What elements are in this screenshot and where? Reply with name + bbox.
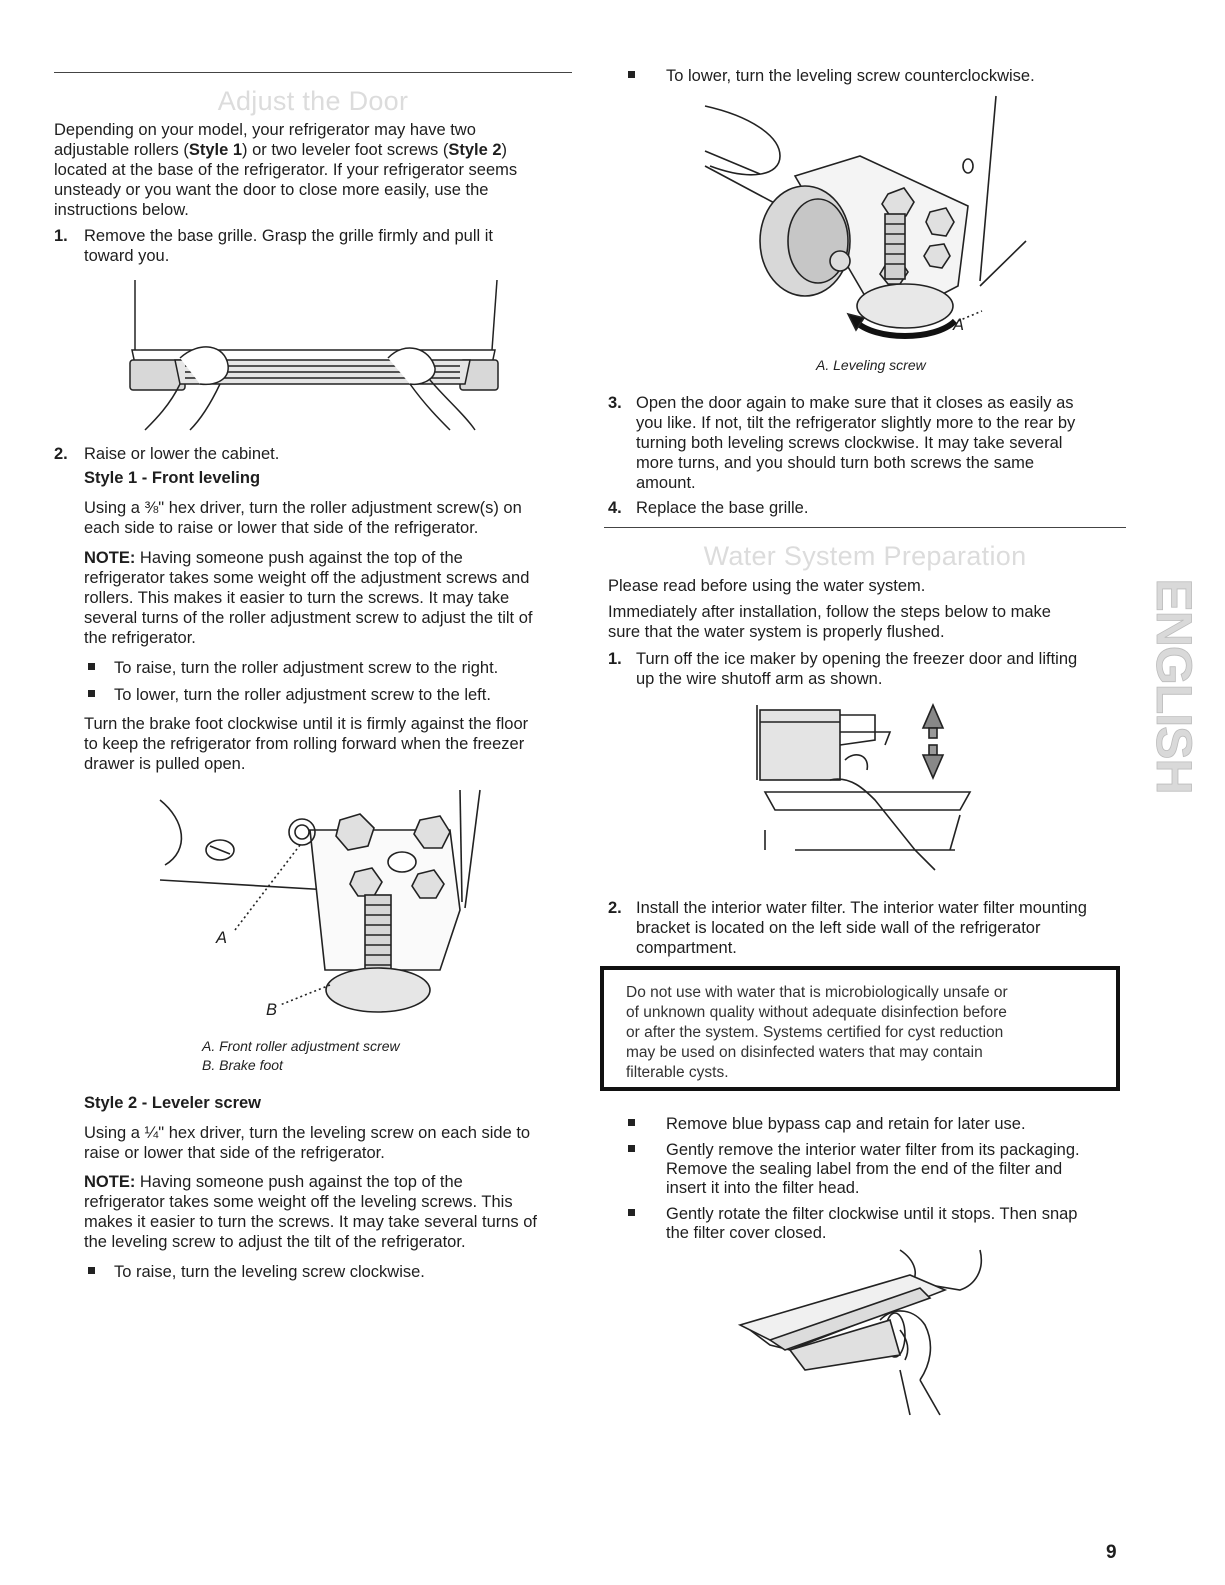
bullet-remove-filter: Remove the sealing label from the end of the filter and xyxy=(666,1160,1063,1178)
base-grille-illustration xyxy=(120,280,510,440)
style-1-heading: Style 1 - Front leveling xyxy=(84,469,261,487)
step-number: 1. xyxy=(608,650,622,668)
bullet-lower-leveling: To lower, turn the leveling screw counterclockwise. xyxy=(666,67,1035,85)
top-rule-left xyxy=(54,72,572,73)
note-line: several turns of the roller adjustment screw to adjust the tilt of xyxy=(84,609,533,627)
note-line: refrigerator takes some weight off the leveling screws. This xyxy=(84,1193,513,1211)
note-label: NOTE: xyxy=(84,549,136,567)
step-text: Remove the base grille. Grasp the grille firmly and pull it xyxy=(84,227,494,245)
section-title-adjust-door: Adjust the Door xyxy=(217,86,409,116)
step-text: Replace the base grille. xyxy=(636,499,809,517)
bullet-raise-leveling: To raise, turn the leveling screw clockwise. xyxy=(114,1263,425,1281)
step-text: toward you. xyxy=(84,247,170,265)
step-text: more turns, and you should turn both screws the same xyxy=(636,454,1035,472)
bullet-rotate-filter: Gently rotate the filter clockwise until it stops. Then snap xyxy=(666,1205,1078,1223)
leveling-screw-illustration xyxy=(700,96,1040,351)
step-number: 1. xyxy=(54,227,68,245)
caption-leveling-screw: A. Leveling screw xyxy=(816,357,926,373)
brake-instruction: Turn the brake foot clockwise until it is firmly against the floor xyxy=(84,715,529,733)
style-2-heading: Style 2 - Leveler screw xyxy=(84,1094,262,1112)
warning-line: or after the system. Systems certified for cyst reduction xyxy=(626,1024,1004,1041)
bullet-lower-roller: To lower, turn the roller adjustment screw to the left. xyxy=(114,686,491,704)
step-text: Raise or lower the cabinet. xyxy=(84,445,280,463)
intro-line: instructions below. xyxy=(54,201,189,219)
style-1-instruction: each side to raise or lower that side of the refrigerator. xyxy=(84,519,479,537)
intro-text: ) or two leveler foot screws ( xyxy=(242,141,449,159)
style-2-instruction: Using a ¼" hex driver, turn the leveling screw on each side to xyxy=(84,1124,531,1142)
ice-maker-illustration xyxy=(755,700,985,885)
note-line: refrigerator takes some weight off the adjustment screws and xyxy=(84,569,530,587)
note-line xyxy=(84,1172,463,1193)
step-text: amount. xyxy=(636,474,696,492)
bullet-icon xyxy=(88,663,95,670)
warning-line: may be used on disinfected waters that may contain xyxy=(626,1044,983,1061)
leveling-label-a: A xyxy=(953,316,965,334)
language-tab-graphic xyxy=(1146,578,1202,794)
style-1-ref: Style 1 xyxy=(188,141,243,159)
style-2-instruction: raise or lower that side of the refrigerator. xyxy=(84,1144,385,1162)
bullet-icon xyxy=(628,71,635,78)
roller-brake-illustration xyxy=(150,790,490,1030)
step-text: you like. If not, tilt the refrigerator slightly more to the rear by xyxy=(636,414,1076,432)
bullet-icon xyxy=(628,1145,635,1152)
bullet-bypass-cap: Remove blue bypass cap and retain for later use. xyxy=(666,1115,1026,1133)
note-line: the refrigerator. xyxy=(84,629,196,647)
caption-front-roller: A. Front roller adjustment screw xyxy=(202,1038,400,1054)
step-text: Open the door again to make sure that it closes as easily as xyxy=(636,394,1074,412)
note-label: NOTE: xyxy=(84,1173,136,1191)
intro-line: located at the base of the refrigerator. If your refrigerator seems xyxy=(54,161,518,179)
page-number: 9 xyxy=(1106,1542,1117,1563)
step-number: 2. xyxy=(608,899,622,917)
water-flush-instruction: sure that the water system is properly flushed. xyxy=(608,623,945,641)
caption-brake-foot: B. Brake foot xyxy=(202,1057,283,1073)
water-flush-instruction: Immediately after installation, follow the steps below to make xyxy=(608,603,1051,621)
warning-line: of unknown quality without adequate disinfection before xyxy=(626,1004,1007,1021)
step-number: 2. xyxy=(54,445,68,463)
roller-label-b: B xyxy=(266,1001,278,1019)
style-1-instruction: Using a ⅜" hex driver, turn the roller adjustment screw(s) on xyxy=(84,499,522,517)
language-side-tab xyxy=(1146,578,1202,794)
warning-line: filterable cysts. xyxy=(626,1064,729,1081)
bullet-raise-roller: To raise, turn the roller adjustment screw to the right. xyxy=(114,659,499,677)
bullet-icon xyxy=(628,1209,635,1216)
style-2-ref: Style 2 xyxy=(448,141,502,159)
bullet-icon xyxy=(628,1119,635,1126)
intro-text: adjustable rollers ( xyxy=(54,141,189,159)
language-tab-text: ENGLISH xyxy=(1146,578,1202,794)
bullet-rotate-filter: the filter cover closed. xyxy=(666,1224,827,1242)
section-title-water-system: Water System Preparation xyxy=(703,541,1027,571)
intro-line: unsteady or you want the door to close more easily, use the xyxy=(54,181,489,199)
step-text: turning both leveling screws clockwise. It may take several xyxy=(636,434,1063,452)
water-intro: Please read before using the water system. xyxy=(608,577,926,595)
note-line: makes it easier to turn the screws. It may take several turns of xyxy=(84,1213,538,1231)
water-section-rule xyxy=(604,527,1126,528)
brake-instruction: drawer is pulled open. xyxy=(84,755,246,773)
roller-label-a: A xyxy=(216,929,228,947)
step-text: compartment. xyxy=(636,939,737,957)
brake-instruction: to keep the refrigerator from rolling forward when the freezer xyxy=(84,735,525,753)
note-line xyxy=(84,548,463,569)
note-text: Having someone push against the top of the xyxy=(135,1173,463,1191)
step-text: Install the interior water filter. The interior water filter mounting xyxy=(636,899,1087,917)
step-text: Turn off the ice maker by opening the freezer door and lifting xyxy=(636,650,1078,668)
intro-text: ) xyxy=(501,141,508,159)
warning-line: Do not use with water that is microbiologically unsafe or xyxy=(626,984,1008,1001)
warning-text xyxy=(626,983,1096,1083)
bullet-icon xyxy=(88,1267,95,1274)
water-quality-warning-box xyxy=(600,966,1120,1091)
note-line: rollers. This makes it easier to turn the screws. It may take xyxy=(84,589,510,607)
bullet-icon xyxy=(88,690,95,697)
note-line: the leveling screw to adjust the tilt of the refrigerator. xyxy=(84,1233,466,1251)
bullet-remove-filter: insert it into the filter head. xyxy=(666,1179,860,1197)
step-number: 3. xyxy=(608,394,622,412)
step-text: bracket is located on the left side wall of the refrigerator xyxy=(636,919,1041,937)
filter-install-illustration xyxy=(730,1250,1020,1420)
bullet-remove-filter: Gently remove the interior water filter from its packaging. xyxy=(666,1141,1080,1159)
note-text: Having someone push against the top of the xyxy=(135,549,463,567)
step-number: 4. xyxy=(608,499,622,517)
intro-line: Depending on your model, your refrigerator may have two xyxy=(54,121,476,139)
step-text: up the wire shutoff arm as shown. xyxy=(636,670,883,688)
intro-line xyxy=(54,140,507,161)
